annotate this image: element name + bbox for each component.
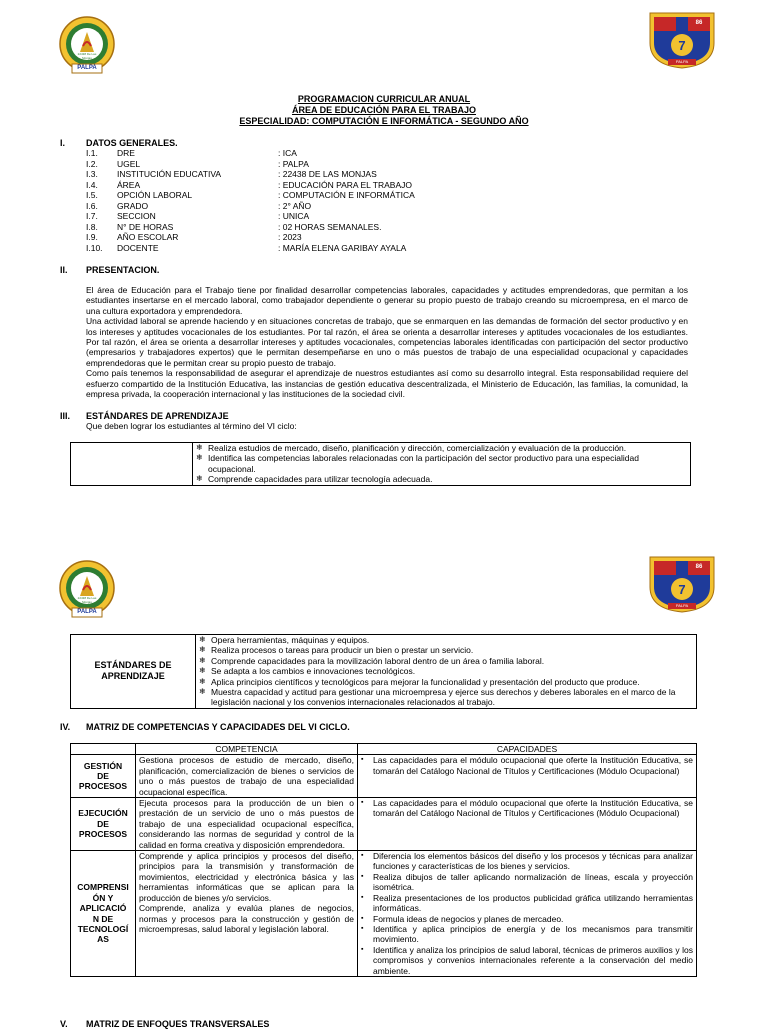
matrix-row: [71, 798, 697, 851]
square-bullet-icon: ▪: [361, 945, 364, 953]
matrix-row-label: [71, 798, 136, 851]
snowflake-bullet-icon: ❄: [199, 635, 206, 644]
matrix-row: [71, 755, 697, 798]
standard-text: Se adapta a los cambios e innovaciones tecnológicos.: [211, 666, 416, 677]
standards-list-2: [199, 635, 693, 708]
row-number: I.9.: [86, 232, 98, 242]
standard-item: [199, 666, 693, 676]
row-value: : 2023: [278, 232, 302, 242]
snowflake-bullet-icon: ❄: [196, 443, 203, 452]
row-number: I.6.: [86, 200, 98, 211]
matrix-header-empty: [71, 744, 136, 755]
snowflake-bullet-icon: ❄: [199, 655, 206, 665]
row-number: I.7.: [86, 211, 98, 221]
row-label: N° DE HORAS: [117, 221, 174, 232]
row-label: DOCENTE: [117, 242, 159, 253]
school-logo-text: 22438 De Las Monjas: [77, 596, 97, 604]
row-label: SECCION: [117, 211, 156, 221]
row-number: I.3.: [86, 169, 98, 179]
matrix-row-label: [71, 755, 136, 798]
standard-item: [199, 687, 693, 708]
capacidad-item: [361, 798, 693, 819]
matrix-row-label: [71, 851, 136, 977]
row-number: I.4.: [86, 179, 98, 190]
snowflake-bullet-icon: ❄: [199, 666, 206, 676]
row-value: : PALPA: [278, 158, 309, 169]
snowflake-bullet-icon: ❄: [196, 474, 203, 484]
standards-list-1: [196, 443, 687, 485]
standard-text: Realiza procesos o tareas para producir un bien o prestar un servicio.: [211, 645, 474, 656]
label-line: ÓN Y: [92, 892, 114, 903]
section-2-title: PRESENTACION.: [86, 265, 160, 275]
row-value: : 02 HORAS SEMANALES.: [278, 221, 382, 232]
title-line-1: PROGRAMACION CURRICULAR ANUAL: [297, 94, 471, 104]
row-number: I.2.: [86, 158, 98, 169]
capacidad-text: Las capacidades para el módulo ocupacional que oferte la Institución Educativa, se tomarán del Catálogo Nacional de Títulos y Certificaciones (Módulo Ocupacional): [373, 755, 693, 776]
label-line: N DE: [92, 913, 114, 924]
label-line: COMPRENSI: [77, 882, 129, 893]
square-bullet-icon: ▪: [361, 914, 364, 922]
matrix-header-competencia: COMPETENCIA: [136, 744, 358, 755]
general-data-row: [86, 190, 686, 201]
label-line: TECNOLOGÍ: [77, 923, 129, 934]
capacidad-item: [361, 893, 693, 914]
school-logo-banner: PALPA: [77, 65, 97, 71]
capacidad-item: [361, 945, 693, 976]
standards-table-1-label-cell: [71, 443, 193, 486]
square-bullet-icon: ▪: [361, 893, 364, 901]
capacidad-text: Realiza dibujos de taller aplicando normalización de líneas, escala y proyección isométrica.: [373, 871, 693, 893]
standard-item: [199, 677, 693, 687]
matrix-capacidades-cell: [358, 851, 697, 977]
row-label: DRE: [117, 148, 135, 158]
capacidad-item: [361, 851, 693, 872]
label-line: EJECUCIÓN: [78, 808, 128, 819]
row-value: : UNICA: [278, 211, 310, 221]
crest-banner: PALPA: [675, 603, 689, 608]
standard-text: Aplica principios científicos y tecnológicos para mejorar la funcionalidad y presentación del producto que produce.: [211, 676, 640, 687]
crest-banner: PALPA: [675, 59, 689, 64]
general-data-row: [86, 159, 686, 170]
section-4-title: MATRIZ DE COMPETENCIAS Y CAPACIDADES DEL VI CICLO.: [86, 722, 350, 732]
row-value: : ICA: [278, 148, 297, 158]
capacidades-list: [361, 851, 693, 976]
capacidades-list: [361, 755, 693, 776]
label-line: PROCESOS: [78, 829, 128, 840]
matrix-capacidades-cell: [358, 755, 697, 798]
section-4-heading: [60, 722, 350, 733]
label-line: GESTIÓN: [83, 760, 123, 771]
section-1-title: DATOS GENERALES.: [86, 138, 178, 148]
general-data-row: [86, 222, 686, 233]
matrix-row: [71, 851, 697, 977]
capacidad-text: Identifica y analiza los principios de salud laboral, técnicas de primeros auxilios y los compromisos y convenios internacionales referente a la conservación del medio ambiente.: [373, 944, 693, 976]
competencia-text: Comprende y aplica principios y procesos del diseño, principios para la transmisión y transformación de movimientos, electricidad y electrónica básica y las herramientas informáticas que se aplican para la producción de bienes y/o servicios.: [139, 851, 354, 903]
school-logo-top: [56, 16, 118, 79]
row-number: I.1.: [86, 148, 98, 158]
competencia-text: Comprende, analiza y evalúa planes de negocios, normas y procesos para la construcción y gestión de microempresas, salud laboral y legislación laboral.: [139, 903, 354, 934]
standards-table-2-list-cell: [196, 635, 697, 709]
section-1-number: I.: [60, 138, 66, 148]
capacidad-text: Las capacidades para el módulo ocupacional que oferte la Institución Educativa, se tomarán del Catálogo Nacional de Títulos y Certificaciones (Módulo Ocupacional): [373, 798, 693, 819]
capacidades-list: [361, 798, 693, 819]
section-5-title: MATRIZ DE ENFOQUES TRANSVERSALES: [86, 1019, 270, 1029]
crest-logo-page-2: [648, 553, 716, 616]
standard-text: Opera herramientas, máquinas y equipos.: [211, 635, 370, 645]
competencia-text: Gestiona procesos de estudio de mercado, diseño, planificación, comercialización de bienes o servicios de uno o más puestos de trabajo de una especialidad ocupacional específica.: [139, 755, 354, 797]
crest-badge: 7: [678, 582, 686, 597]
capacidad-text: Identifica y aplica principios de energía y de los mecanismos para transmitir movimiento.: [373, 923, 693, 945]
crest-number: 86: [695, 564, 703, 570]
section-4-number: IV.: [60, 722, 71, 732]
square-bullet-icon: ▪: [361, 924, 364, 932]
square-bullet-icon: ▪: [361, 872, 364, 880]
section-5-heading: [60, 1019, 269, 1030]
section-3-heading: [60, 411, 229, 422]
matrix-body: [71, 755, 697, 977]
school-logo-page-2: [56, 560, 118, 623]
crest-number: 86: [695, 20, 703, 26]
standards-table-1: [70, 442, 691, 486]
standard-text: Muestra capacidad y actitud para gestionar una microempresa y ejerce sus derechos y deberes laborales en el marco de la legislación nacional y los convenios internacionales relacionados al trabajo.: [211, 687, 676, 708]
standard-text: Comprende capacidades para la movilización laboral dentro de un área o familia laboral.: [211, 655, 545, 666]
title-line-3: ESPECIALIDAD: COMPUTACIÓN E INFORMÁTICA - SEGUNDO AÑO: [239, 115, 529, 126]
row-value: : EDUCACIÓN PARA EL TRABAJO: [278, 179, 412, 190]
matrix-competencia-cell: [136, 851, 358, 977]
label-line: DE: [97, 771, 109, 782]
competency-matrix-table: [70, 743, 697, 977]
general-data-row: [86, 201, 686, 212]
row-label: OPCIÓN LABORAL: [117, 190, 193, 200]
row-value: : 2° AÑO: [278, 200, 312, 211]
standards-table-2: [70, 634, 697, 709]
general-data-row: [86, 232, 686, 243]
title-line-2: ÁREA DE EDUCACIÓN PARA EL TRABAJO: [291, 104, 476, 115]
standard-item: [199, 645, 693, 655]
presentation-paragraph-3: Como país tenemos la responsabilidad de asegurar el aprendizaje de nuestros estudiantes así como su desarrollo integral. Esta responsabilidad requiere del esfuerzo compartido de la Institución Educativa, las instancias de gestión educativa descentralizada, el Ministerio de Educación, las familias, la comunidad, la empresa privada, la cooperación internacional y las instituciones de la sociedad civil.: [86, 368, 688, 400]
label-line: PROCESOS: [78, 781, 128, 792]
row-label: INSTITUCIÓN EDUCATIVA: [117, 169, 222, 179]
standard-item: [199, 656, 693, 666]
square-bullet-icon: ▪: [361, 756, 364, 764]
standard-item: [196, 443, 687, 453]
general-data-row: [86, 180, 686, 191]
section-2-heading: [60, 265, 159, 276]
row-value: : MARÍA ELENA GARIBAY AYALA: [278, 242, 407, 253]
row-label: UGEL: [117, 158, 141, 169]
square-bullet-icon: ▪: [361, 852, 364, 860]
presentation-paragraph-2: Una actividad laboral se aprende haciendo y en situaciones concretas de trabajo, que se enmarquen en las demandas de formación del sector productivo y en los intereses y aptitudes vocacionales de los estudiantes. Por tal razón, el área se orienta a desarrollar intereses y aptitudes vocacionales de los estudiantes. Por tal razón, el área se orienta a desarrollar intereses y aptitudes vocacionales, competencias laborales identificadas con participación del sector productivo (empresarios y trabajadores expertos) que le permitan desempeñarse en uno o más puestos de trabajo de una especialidad ocupacional y capacidades emprendedoras que le permitan crear su propio puesto de trabajo.: [86, 316, 688, 368]
school-logo-text: 22438 De Las Monjas: [77, 52, 97, 60]
snowflake-bullet-icon: ❄: [199, 645, 206, 655]
standards-table-1-list-cell: [193, 443, 691, 486]
standards-label-cell: ESTÁNDARES DE APRENDIZAJE: [71, 635, 196, 709]
matrix-competencia-cell: [136, 798, 358, 851]
label-line: AS: [97, 934, 109, 945]
general-data-row: [86, 148, 686, 159]
capacidad-item: [361, 872, 693, 893]
matrix-capacidades-cell: [358, 798, 697, 851]
snowflake-bullet-icon: ❄: [199, 676, 206, 686]
section-5-number: V.: [60, 1019, 68, 1029]
general-data-row: [86, 169, 686, 180]
capacidad-text: Realiza presentaciones de los productos publicidad gráfica utilizando herramientas informáticas.: [373, 892, 693, 914]
capacidad-item: [361, 755, 693, 776]
competencia-text: Ejecuta procesos para la producción de un bien o prestación de un servicio de uno o más puestos de trabajo de una especialidad ocupacional específica, considerando las normas de seguridad y control de la calidad en forma creativa y disposición emprendedora.: [139, 798, 354, 850]
row-number: I.5.: [86, 190, 98, 200]
school-logo-banner: PALPA: [77, 609, 97, 615]
section-1-heading: [60, 138, 178, 149]
capacidad-text: Diferencia los elementos básicos del diseño y los procesos y técnicas para analizar funciones y características de los bienes y servicios.: [373, 851, 693, 872]
section-3-title: ESTÁNDARES DE APRENDIZAJE: [86, 411, 229, 421]
standard-text: Identifica las competencias laborales relacionadas con la participación del sector productivo para una especialidad ocupacional.: [208, 453, 639, 474]
row-number: I.8.: [86, 221, 98, 232]
row-label: GRADO: [117, 200, 149, 211]
standard-item: [199, 635, 693, 645]
row-number: I.10.: [86, 242, 103, 253]
matrix-header-capacidades: CAPACIDADES: [358, 744, 697, 755]
standard-text: Realiza estudios de mercado, diseño, planificación y dirección, comercialización y evaluación de la producción.: [208, 443, 627, 453]
crest-logo-top: [648, 9, 716, 72]
row-label: AÑO ESCOLAR: [117, 232, 179, 242]
section-3-number: III.: [60, 411, 71, 421]
row-value: : 22438 DE LAS MONJAS: [278, 169, 377, 179]
snowflake-bullet-icon: ❄: [199, 687, 206, 697]
document-titles: [0, 94, 768, 126]
presentation-paragraph-1: El área de Educación para el Trabajo tiene por finalidad desarrollar competencias laborales, capacidades y actitudes emprendedoras, que permitan a los estudiantes insertarse en el mercado laboral, como trabajador dependiente o generar su propio puesto de trabajo creando su microempresa, en el marco de una cultura exportadora y emprendedora.: [86, 285, 688, 316]
capacidad-item: [361, 924, 693, 945]
section-3-subtitle: Que deben lograr los estudiantes al término del VI ciclo:: [86, 421, 297, 431]
presentation-text: [86, 285, 688, 399]
general-data-row: [86, 243, 686, 254]
square-bullet-icon: ▪: [361, 799, 364, 807]
capacidad-item: [361, 914, 693, 924]
label-line: DE: [97, 818, 109, 829]
standard-item: [196, 474, 687, 484]
general-data-row: [86, 211, 686, 222]
capacidad-text: Formula ideas de negocios y planes de mercadeo.: [373, 913, 564, 924]
row-value: : COMPUTACIÓN E INFORMÁTICA: [278, 190, 415, 200]
row-label: ÁREA: [117, 179, 141, 190]
standard-item: [196, 453, 687, 474]
matrix-competencia-cell: [136, 755, 358, 798]
section-2-number: II.: [60, 265, 68, 275]
label-line: APLICACIÓ: [79, 903, 127, 914]
standard-text: Comprende capacidades para utilizar tecnología adecuada.: [208, 474, 433, 485]
crest-badge: 7: [678, 38, 686, 53]
snowflake-bullet-icon: ❄: [196, 453, 203, 463]
